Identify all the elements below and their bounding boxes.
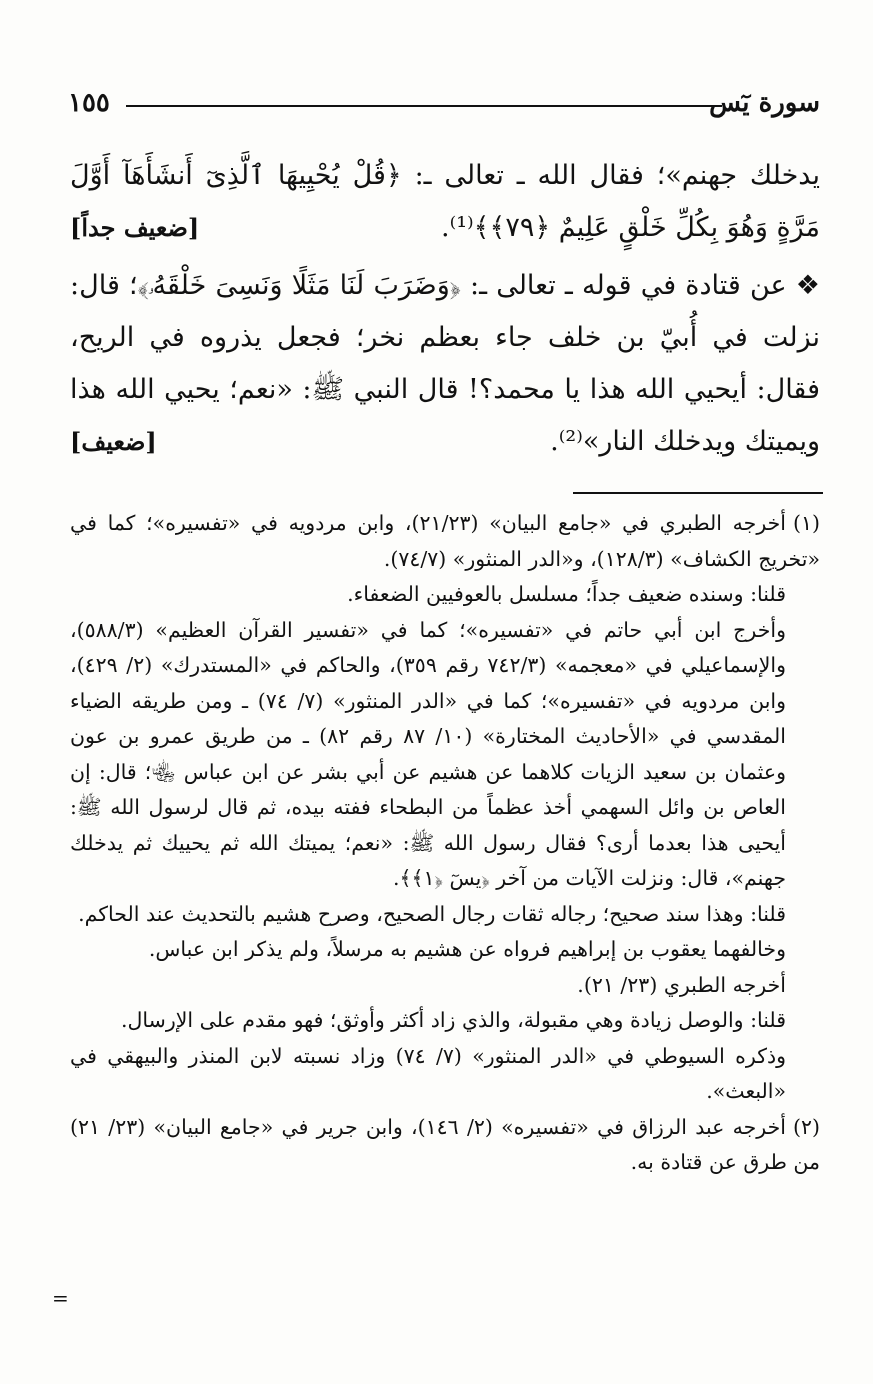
footnote-1-line: أخرجه الطبري في «جامع البيان» (٢١/٢٣)، وابن مردويه في «تفسيره»؛ كما في «تخريج الكشاف» (١٢٨/٣)، و«الدر المنثور» (٧٤/٧). [70, 511, 820, 571]
footnote-1-para: قلنا: وسنده ضعيف جداً؛ مسلسل بالعوفيين الضعفاء. [347, 582, 786, 606]
hadith-paragraph-1 [70, 150, 820, 254]
footnote-1-para: قلنا: وهذا سند صحيح؛ رجاله ثقات رجال الصحيح، وصرح هشيم بالتحديث عند الحاكم. [78, 901, 786, 926]
footnote-1-para [70, 506, 820, 577]
continuation-mark: = [52, 1286, 69, 1310]
footnote-separator [573, 492, 823, 494]
header-rule [126, 105, 722, 107]
main-text [70, 150, 820, 474]
surah-title: سورة يٓس [709, 88, 820, 118]
footnote-1 [70, 506, 820, 1110]
hadith-1-text: يدخلك جهنم»؛ فقال الله ـ تعالى ـ: ﴿قُلْ يُحْيِيهَا ٱلَّذِىٓ أَنشَأَهَآ أَوَّلَ مَرَّةٍ وَهُوَ بِكُلِّ خَلْقٍ عَلِيمٌ ﴿٧٩﴾﴾⁽¹⁾. [70, 160, 820, 243]
footnotes [70, 506, 820, 1181]
footnote-1-para: قلنا: والوصل زيادة وهي مقبولة، والذي زاد أكثر وأوثق؛ فهو مقدم على الإرسال. [121, 1008, 786, 1032]
footnote-2-number: (٢) [792, 1114, 820, 1139]
grade-label-2: [ضعيف] [70, 427, 157, 456]
footnote-2-para [70, 1110, 820, 1181]
footnote-1-number: (١) [793, 511, 821, 535]
footnote-2 [70, 1110, 820, 1181]
footnote-2-line: أخرجه عبد الرزاق في «تفسيره» (٢/ ١٤٦)، وابن جرير في «جامع البيان» (٢٣/ ٢١) من طرق عن قتادة به. [70, 1114, 820, 1174]
grade-label-1: [ضعيف جداً] [70, 213, 200, 242]
hadith-2-text: ❖ عن قتادة في قوله ـ تعالى ـ: ﴿وَضَرَبَ لَنَا مَثَلًا وَنَسِىَ خَلْقَهُۥ﴾؛ قال: نزلت في أُبيّ بن خلف جاء بعظم نخر؛ فجعل يذروه في الريح، فقال: أيحيي الله هذا يا محمد؟! قال النبي ﷺ: «نعم؛ يحيي الله هذا ويميتك ويدخلك النار»⁽²⁾. [70, 270, 820, 457]
footnote-1-para: وذكره السيوطي في «الدر المنثور» (٧/ ٧٤) وزاد نسبته لابن المنذر والبيهقي في «البعث». [70, 1043, 786, 1103]
page-header [68, 88, 820, 122]
hadith-paragraph-2 [70, 260, 820, 468]
page-number: ١٥٥ [68, 88, 110, 118]
footnote-1-para: وخالفهما يعقوب بن إبراهيم فرواه عن هشيم به مرسلاً، ولم يذكر ابن عباس. [148, 937, 786, 961]
footnote-1-para: أخرجه الطبري (٢٣/ ٢١). [577, 972, 786, 997]
footnote-1-para: وأخرج ابن أبي حاتم في «تفسيره»؛ كما في «تفسير القرآن العظيم» (٥٨٨/٣)، والإسماعيلي في «معجمه» (٧٤٢/٣ رقم ٣٥٩)، والحاكم في «المستدرك» (٢/ ٤٢٩)، وابن مردويه في «تفسيره»؛ كما في «الدر المنثور» (٧/ ٧٤) ـ ومن طريقه الضياء المقدسي في «الأحاديث المختارة» (١٠/ ٨٧ رقم ٨٢) ـ من طريق عمرو بن عون وعثمان بن سعيد الزيات كلاهما عن هشيم عن أبي بشر عن ابن عباس ﵄؛ قال: إن العاص بن وائل السهمي أخذ عظماً من البطحاء ففته بيده، ثم قال لرسول الله ﷺ: أيحيى هذا بعدما أرى؟ فقال رسول الله ﷺ: «نعم؛ يميتك الله ثم يحييك ثم يدخلك جهنم»، قال: ونزلت الآيات من آخر ﴿يسٓ ﴿١﴾﴾. [70, 617, 786, 890]
